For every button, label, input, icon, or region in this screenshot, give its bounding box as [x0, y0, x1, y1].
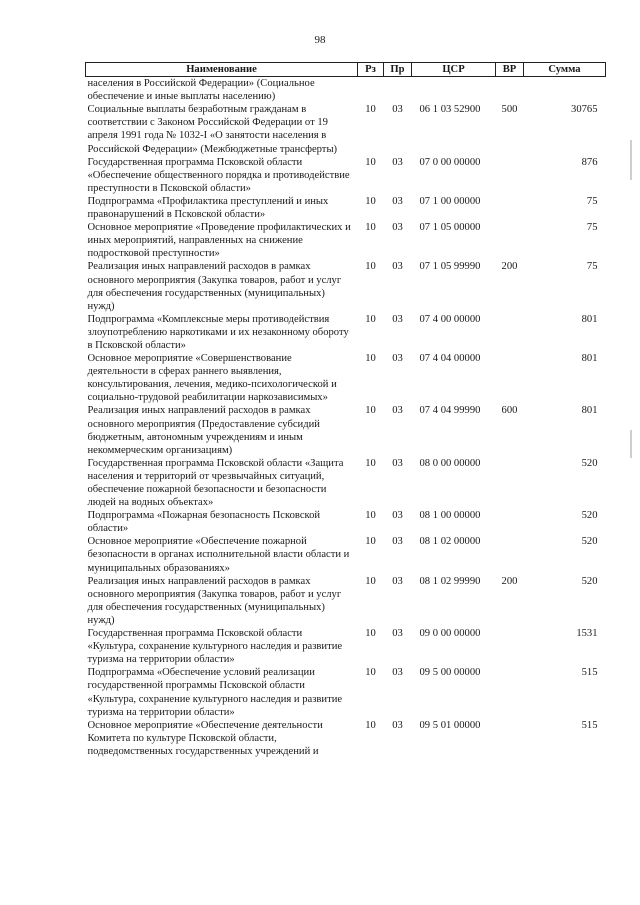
cell-vr — [496, 535, 524, 574]
cell-csr: 07 4 04 99990 — [419, 405, 481, 417]
page-number: 98 — [314, 34, 326, 46]
cell-rz: 10 — [365, 719, 376, 731]
cell-rz: 10 — [365, 222, 376, 234]
table-row — [86, 535, 606, 574]
cell-csr: 07 0 00 00000 — [419, 156, 481, 168]
cell-pr: 03 — [392, 510, 403, 522]
cell-sum: 801 — [581, 405, 598, 417]
cell-name: Государственная программа Псковской области «Обеспечение общественного порядка и противодействие преступности в Псковской области» — [87, 156, 350, 194]
cell-rz: 10 — [365, 536, 376, 548]
cell-name: Реализация иных направлений расходов в рамках основного мероприятия (Закупка товаров, работ и услуг для обеспечения государственных (муниципальных) нужд) — [87, 261, 342, 312]
cell-vr — [496, 352, 524, 404]
cell-sum: 75 — [586, 261, 598, 273]
table-row — [86, 666, 606, 718]
cell-name: Подпрограмма «Обеспечение условий реализации государственной программы Псковской области «Культура, сохранение культурного наследия и развитие туризма на территории области» — [87, 667, 343, 718]
cell-vr — [496, 156, 524, 195]
cell-sum: 520 — [581, 536, 598, 548]
cell-name: Реализация иных направлений расходов в рамках основного мероприятия (Закупка товаров, работ и услуг для обеспечения государственных (муниципальных) нужд) — [87, 575, 342, 626]
cell-csr: 07 1 05 99990 — [419, 261, 481, 273]
table-header-row — [86, 63, 606, 77]
cell-sum: 1531 — [576, 628, 598, 640]
cell-pr: 03 — [392, 261, 403, 273]
cell-vr — [496, 719, 524, 758]
cell-csr: 09 5 00 00000 — [419, 667, 481, 679]
cell-vr: 500 — [501, 104, 518, 116]
cell-sum: 75 — [586, 222, 598, 234]
scan-edge-mark — [630, 430, 632, 458]
cell-csr: 07 1 05 00000 — [419, 222, 481, 234]
cell-name: Основное мероприятие «Обеспечение деятельности Комитета по культуре Псковской области, подведомственных государственных учреждений и — [87, 719, 323, 757]
header-csr: ЦСР — [412, 63, 496, 77]
scan-edge-mark — [630, 140, 632, 180]
cell-vr: 200 — [501, 261, 518, 273]
cell-rz: 10 — [365, 575, 376, 587]
cell-sum: 515 — [581, 667, 598, 679]
cell-vr — [496, 627, 524, 666]
cell-name: Основное мероприятие «Проведение профилактических и иных мероприятий, направленных на снижение подростковой преступности» — [87, 222, 351, 260]
cell-pr: 03 — [392, 628, 403, 640]
cell-vr — [496, 77, 524, 104]
cell-name: Социальные выплаты безработным гражданам в соответствии с Законом Российской Федерации от 19 апреля 1991 года № 1032-I «О занятости населения в Российской Федерации» (Межбюджетные трансферты) — [87, 104, 338, 155]
cell-rz: 10 — [365, 667, 376, 679]
cell-rz: 10 — [365, 353, 376, 365]
cell-pr: 03 — [392, 195, 403, 207]
cell-pr: 03 — [392, 405, 403, 417]
cell-pr: 03 — [392, 536, 403, 548]
cell-name: Государственная программа Псковской области «Культура, сохранение культурного наследия и развитие туризма на территории области» — [87, 628, 343, 666]
cell-csr — [412, 77, 496, 104]
cell-rz: 10 — [365, 510, 376, 522]
cell-csr: 08 1 02 00000 — [419, 536, 481, 548]
cell-sum: 30765 — [571, 104, 598, 116]
cell-name: Реализация иных направлений расходов в рамках основного мероприятия (Предоставление субсидий бюджетным, автономным учреждениям и иным некоммерческим организациям) — [87, 405, 320, 456]
cell-pr: 03 — [392, 457, 403, 469]
cell-sum: 520 — [581, 510, 598, 522]
cell-rz: 10 — [365, 405, 376, 417]
cell-pr — [384, 77, 412, 104]
header-pr: Пр — [384, 63, 412, 77]
cell-csr: 06 1 03 52900 — [419, 104, 481, 116]
table-row — [86, 352, 606, 404]
cell-csr: 07 4 00 00000 — [419, 313, 481, 325]
cell-name: Подпрограмма «Комплексные меры противодействия злоупотреблению наркотиками и их незаконному обороту в Псковской области» — [87, 313, 349, 351]
table-row — [86, 103, 606, 155]
cell-rz: 10 — [365, 195, 376, 207]
cell-sum: 515 — [581, 719, 598, 731]
cell-vr — [496, 313, 524, 352]
cell-rz: 10 — [365, 313, 376, 325]
cell-pr: 03 — [392, 719, 403, 731]
cell-pr: 03 — [392, 313, 403, 325]
cell-sum: 876 — [581, 156, 598, 168]
cell-vr: 200 — [501, 575, 518, 587]
cell-vr — [496, 666, 524, 718]
cell-csr: 08 1 02 99990 — [419, 575, 481, 587]
table-row — [86, 195, 606, 221]
cell-sum: 520 — [581, 457, 598, 469]
cell-csr: 09 5 01 00000 — [419, 719, 481, 731]
header-rz: Рз — [358, 63, 384, 77]
table-row — [86, 77, 606, 104]
cell-rz: 10 — [365, 628, 376, 640]
cell-name: Государственная программа Псковской области «Защита населения и территорий от чрезвычайных ситуаций, обеспечение пожарной безопасности и безопасности людей на водных объектах» — [87, 457, 344, 509]
table-row — [86, 156, 606, 195]
cell-vr — [496, 221, 524, 260]
cell-name: Подпрограмма «Пожарная безопасность Псковской области» — [87, 510, 321, 535]
cell-sum: 520 — [581, 575, 598, 587]
table-row — [86, 313, 606, 352]
table-row — [86, 575, 606, 627]
cell-csr: 09 0 00 00000 — [419, 628, 481, 640]
table-row — [86, 221, 606, 260]
cell-name: Основное мероприятие «Совершенствование деятельности в сферах раннего выявления, консультирования, лечения, медико-психологической и социально-трудовой реабилитации наркозависимых» — [87, 353, 337, 404]
cell-pr: 03 — [392, 104, 403, 116]
cell-rz: 10 — [365, 457, 376, 469]
cell-csr: 07 4 04 00000 — [419, 353, 481, 365]
cell-sum: 801 — [581, 313, 598, 325]
cell-pr: 03 — [392, 222, 403, 234]
cell-name: населения в Российской Федерации» (Социальное обеспечение и иные выплаты населению) — [87, 78, 315, 103]
cell-vr — [496, 457, 524, 509]
budget-table — [85, 62, 606, 758]
header-vr: ВР — [496, 63, 524, 77]
cell-name: Основное мероприятие «Обеспечение пожарной безопасности в органах исполнительной власти области и муниципальных образованиях» — [87, 536, 350, 574]
cell-csr: 08 1 00 00000 — [419, 510, 481, 522]
cell-vr — [496, 195, 524, 221]
cell-pr: 03 — [392, 156, 403, 168]
header-sum: Сумма — [524, 63, 606, 77]
cell-csr: 07 1 00 00000 — [419, 195, 481, 207]
cell-vr: 600 — [501, 405, 518, 417]
cell-pr: 03 — [392, 353, 403, 365]
cell-rz: 10 — [365, 261, 376, 273]
header-name: Наименование — [86, 63, 358, 77]
table-row — [86, 404, 606, 456]
table-row — [86, 627, 606, 666]
cell-sum — [524, 77, 606, 104]
table-row — [86, 719, 606, 758]
table-row — [86, 260, 606, 312]
cell-vr — [496, 509, 524, 535]
table-row — [86, 509, 606, 535]
cell-pr: 03 — [392, 575, 403, 587]
cell-rz — [358, 77, 384, 104]
cell-sum: 801 — [581, 353, 598, 365]
cell-name: Подпрограмма «Профилактика преступлений и иных правонарушений в Псковской области» — [87, 195, 329, 221]
cell-pr: 03 — [392, 667, 403, 679]
cell-sum: 75 — [586, 195, 598, 207]
cell-rz: 10 — [365, 156, 376, 168]
cell-csr: 08 0 00 00000 — [419, 457, 481, 469]
table-row — [86, 457, 606, 509]
cell-rz: 10 — [365, 104, 376, 116]
